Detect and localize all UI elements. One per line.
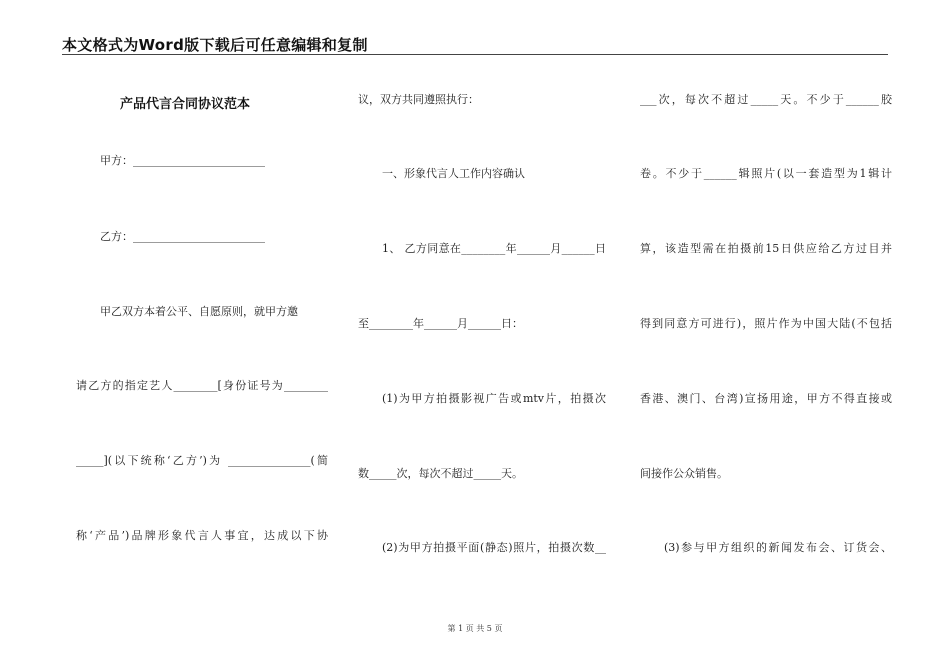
paragraph-line: 卷。不少于______辑照片(以一套造型为1辑计 — [640, 167, 892, 180]
paragraph-line: 算，该造型需在拍摄前15日供应给乙方过目并 — [640, 242, 892, 255]
paragraph-line: 请乙方的指定艺人________[身份证号为________ — [76, 379, 328, 392]
paragraph-line: 甲乙双方本着公平、自愿原则，就甲方邀 — [100, 305, 298, 318]
text-column-2 — [358, 0, 606, 672]
paragraph-line: 香港、澳门、台湾)宣扬用途，甲方不得直接或 — [640, 392, 892, 405]
paragraph-line: 议，双方共同遵照执行： — [358, 93, 479, 106]
paragraph-line: 至________年______月______日： — [358, 317, 523, 330]
paragraph-line: (1)为甲方拍摄影视广告或mtv片，拍摄次 — [382, 392, 606, 405]
paragraph-line: ___次，每次不超过_____天。不少于______胶 — [640, 93, 892, 106]
paragraph-line: 得到同意方可进行)，照片作为中国大陆(不包括 — [640, 317, 892, 330]
party-a-line: 甲方：________________________ — [100, 154, 265, 167]
section-heading: 一、形象代言人工作内容确认 — [382, 167, 525, 180]
paragraph-line: _____](以下统称‘乙方’)为 _______________(简 — [76, 454, 328, 467]
party-b-line: 乙方：________________________ — [100, 230, 265, 243]
paragraph-line: 称‘产品’)品牌形象代言人事宜，达成以下协 — [76, 529, 328, 542]
paragraph-line: (3)参与甲方组织的新闻发布会、订货会、 — [664, 541, 892, 554]
paragraph-line: 数_____次，每次不超过_____天。 — [358, 467, 523, 480]
paragraph-line: 1、 乙方同意在________年______月______日 — [382, 242, 606, 255]
text-column-3 — [640, 0, 892, 672]
header-text: 本文格式为Word版下载后可任意编辑和复制 — [62, 36, 368, 54]
page-number: 第 1 页 共 5 页 — [447, 624, 503, 633]
paragraph-line: (2)为甲方拍摄平面(静态)照片，拍摄次数__ — [382, 541, 606, 554]
document-title: 产品代言合同协议范本 — [120, 97, 251, 112]
paragraph-line: 间接作公众销售。 — [640, 467, 728, 480]
text-column-1 — [76, 0, 328, 672]
